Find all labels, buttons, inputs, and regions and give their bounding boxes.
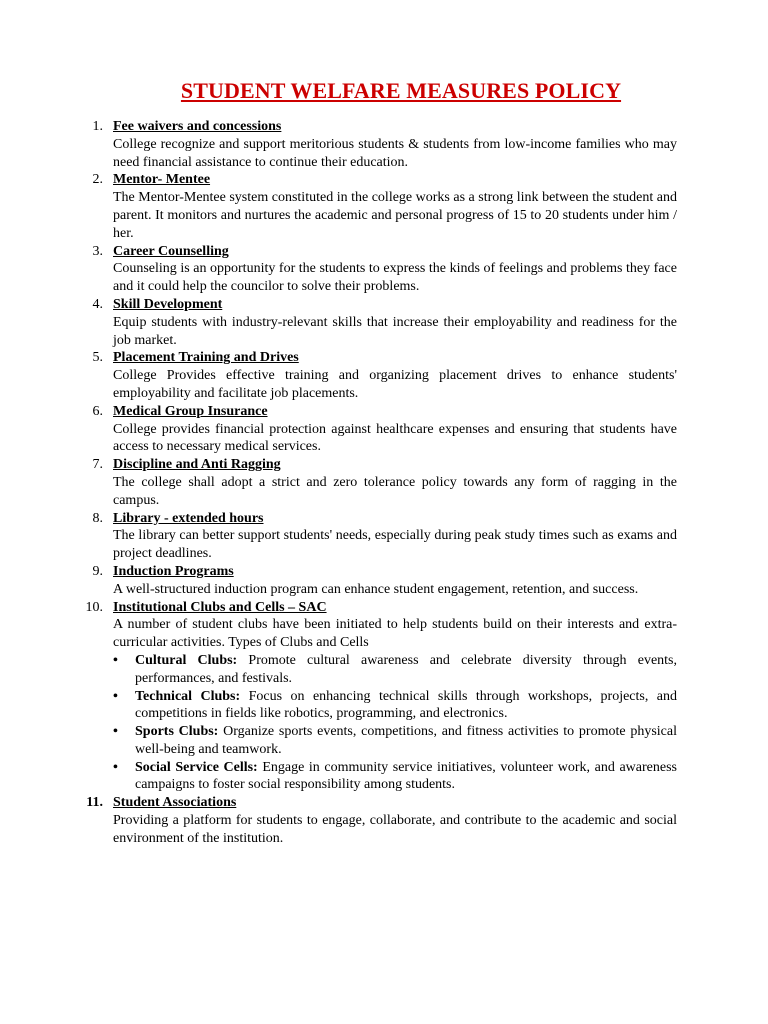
item-description: Counseling is an opportunity for the students to express the kinds of feelings and problems they face and it could help the councilor to solve their problems.: [113, 261, 677, 295]
list-item: [92, 510, 677, 563]
item-heading: Institutional Clubs and Cells – SAC: [113, 599, 327, 615]
list-item: [92, 456, 677, 509]
bullet-icon: •: [113, 724, 118, 740]
bullet-text: Engage in community service initiatives, volunteer work, and awareness campaigns to foster social responsibility among students.: [135, 759, 677, 793]
item-number: 4.: [92, 296, 103, 312]
bullet-text: Focus on enhancing technical skills through workshops, projects, and competitions in fields like robotics, programming, and electronics.: [135, 688, 678, 722]
item-description: A well-structured induction program can enhance student engagement, retention, and success.: [113, 581, 639, 597]
bullet-item: [113, 723, 677, 759]
item-number: 11.: [86, 795, 103, 811]
item-number: 1.: [92, 119, 103, 134]
policy-list: [85, 118, 678, 848]
clubs-bullet-list: [113, 652, 677, 794]
item-description: A number of student clubs have been initiated to help students build on their interests and extra-curricular activities. Types of Clubs and Cells: [113, 617, 677, 651]
list-item: [85, 599, 678, 795]
item-number: 10.: [85, 599, 103, 615]
item-description: Providing a platform for students to engage, collaborate, and contribute to the academic and social environment of the institution.: [113, 813, 677, 846]
list-item: [92, 563, 677, 599]
item-description: The Mentor-Mentee system constituted in the college works as a strong link between the student and parent. It monitors and nurtures the academic and personal progress of 15 to 20 students under him / her.: [113, 190, 677, 241]
item-number: 9.: [92, 563, 103, 579]
list-item: [92, 243, 677, 296]
bullet-icon: •: [113, 759, 118, 775]
item-number: 7.: [92, 457, 103, 473]
bullet-icon: •: [113, 652, 118, 668]
list-item: [92, 171, 677, 242]
item-number: 2.: [92, 172, 103, 188]
item-number: 8.: [92, 510, 103, 526]
item-heading: Career Counselling: [113, 243, 229, 259]
bullet-title: Social Service Cells:: [135, 759, 258, 775]
list-item: [92, 349, 677, 402]
item-heading: Student Associations: [113, 795, 237, 811]
item-heading: Placement Training and Drives: [113, 350, 299, 366]
item-heading: Fee waivers and concessions: [113, 119, 282, 134]
item-heading: Mentor- Mentee: [113, 172, 211, 188]
bullet-title: Technical Clubs:: [135, 688, 241, 704]
bullet-text: Promote cultural awareness and celebrate diversity through events, performances, and festivals.: [135, 652, 677, 686]
bullet-text: Organize sports events, competitions, and fitness activities to promote physical well-being and teamwork.: [135, 724, 677, 757]
item-description: The college shall adopt a strict and zero tolerance policy towards any form of ragging in the campus.: [113, 474, 677, 508]
item-description: The library can better support students' needs, especially during peak study times such as exams and project deadlines.: [113, 528, 677, 562]
bullet-item: [113, 652, 677, 688]
item-heading: Medical Group Insurance: [113, 403, 268, 419]
bullet-item: [113, 688, 677, 724]
list-item: [92, 296, 677, 349]
document-title: STUDENT WELFARE MEASURES POLICY: [180, 78, 622, 103]
item-heading: Library - extended hours: [113, 510, 264, 526]
bullet-item: [113, 759, 677, 795]
list-item: [92, 118, 677, 171]
item-description: Equip students with industry-relevant skills that increase their employability and readiness for the job market.: [113, 314, 677, 348]
list-item: [92, 403, 677, 456]
item-description: College recognize and support meritorious students & students from low-income families who may need financial assistance to continue their education.: [113, 136, 677, 170]
item-number: 5.: [92, 350, 103, 366]
item-description: College Provides effective training and organizing placement drives to enhance students' employability and facilitate job placements.: [113, 368, 677, 401]
item-number: 6.: [92, 403, 103, 419]
item-heading: Skill Development: [113, 296, 223, 312]
bullet-title: Cultural Clubs:: [135, 652, 238, 668]
item-heading: Induction Programs: [113, 563, 234, 579]
bullet-icon: •: [113, 688, 118, 704]
item-description: College provides financial protection against healthcare expenses and ensuring that students have access to necessary medical services.: [113, 421, 677, 455]
item-number: 3.: [92, 243, 103, 259]
list-item: [86, 794, 677, 847]
item-heading: Discipline and Anti Ragging: [113, 457, 281, 473]
bullet-title: Sports Clubs:: [135, 724, 219, 740]
